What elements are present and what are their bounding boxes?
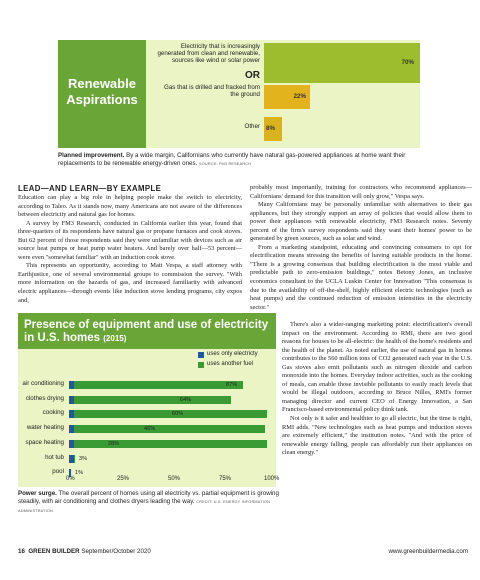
other-value: 8% (266, 125, 275, 132)
other-label: Other (244, 123, 260, 130)
magazine-name: GREEN BUILDER (28, 548, 80, 555)
legend-electric-label: uses only electricty (207, 351, 258, 357)
bar-electric-marker (69, 410, 74, 418)
bar-other-fuel (197, 396, 231, 404)
tick-label: 0% (66, 476, 75, 482)
renewable-question: Electricity that is increasingly generated from clean and renewable, sources like wind or solar power (157, 43, 260, 64)
right-column-bottom (282, 321, 472, 458)
bar-electric-marker (69, 440, 74, 448)
bar-electric-marker (69, 425, 74, 433)
bar-value-label: 46% (144, 426, 156, 433)
bar-electric-marker (69, 455, 74, 463)
page-footer-left (18, 548, 151, 555)
bar-electric-marker (69, 396, 74, 404)
category-label: space heating (25, 438, 64, 446)
chart-heading-band (58, 40, 146, 148)
bar-other-fuel (125, 440, 267, 448)
legend-fuel-label: uses another fuel (207, 361, 254, 367)
tick-label: 75% (219, 476, 232, 482)
gas-bar (264, 85, 310, 109)
paragraph: Not only is it safer and healthier to go all electric, but the time is right, RMI adds. "New technologies such as heat pumps and induction stoves are extremely efficient," the institution notes. "And with the price of renewable energy falling, people can affordably run their appliances on clean energy." (282, 415, 472, 457)
category-label: water heating (26, 424, 64, 432)
tick-label: 25% (117, 476, 130, 482)
bar-value-label: 28% (108, 440, 120, 447)
gas-value: 22% (293, 93, 306, 100)
paragraph: There's also a wider-ranging marketing point: electrification's overall impact on the environment. According to RMI, there are two good reasons for houses to be all-electric: the health of the home's residents and the health of the planet. As noted earlier, the use of natural gas in homes contributes to the 560 million tons of CO2 generated each year in the U.S. Gas stoves also emit pollutants such as nitrogen dioxide and carbon monoxide into the homes. Everyday indoor activities, such as the cooking of meals, can enable those invisible pollutants to easily reach levels that would be illegal outdoors, according to Bruce Nilles, RMI's former managing director and current CEO of Energy Innovation, a San Francisco-based environmental policy think tank. (282, 321, 472, 414)
website-link[interactable]: www.greenbuildermedia.com (388, 548, 468, 555)
category-label: cooking (42, 409, 64, 417)
bar-value-label: 1% (75, 470, 84, 477)
left-column (18, 194, 242, 305)
gas-question: Gas that is drilled and fracked from the ground (164, 84, 260, 98)
category-label: clothes drying (25, 394, 64, 402)
right-column-top (250, 184, 472, 312)
section-heading: LEAD—AND LEARN—BY EXAMPLE (18, 184, 162, 193)
tick-label: 100% (264, 476, 280, 482)
paragraph: This represents an opportunity, according to Matt Vespa, a staff attorney with Earthjustice, one of several environmental groups to commission the survey. "With more information on the hazards of gas, and increased familiarity with advanced electric appliances—through events like induction stove lending programs, city expos and, (18, 262, 242, 304)
bar-value-label: 64% (180, 396, 192, 403)
paragraph: From a marketing standpoint, educating and convincing consumers to opt for electrification means stressing the benefits of having suitable products in the home. "There is a growing consensus that building electrification is the most viable and predictable path to zero-emission buildings," notes Betony Jones, an inclusive economics consultant to the UCLA Luskin Center for Innovation "This consensus is due to the availability of off-the-shelf, highly efficient electric technologies (such as heat pumps) and the continued reduction of emission intensities in the electricity sector." (250, 243, 472, 311)
legend-fuel-swatch (198, 362, 204, 368)
other-bar (264, 117, 282, 141)
paragraph: Education can play a big role in helping people make the switch to electricity, according to Taleo. As it stands now, many Americans are not aware of the differences between electricity and natural gas for homes. (18, 194, 242, 219)
bar-other-fuel (161, 425, 265, 433)
bar-other-fuel (189, 410, 267, 418)
issue-date: September/October 2020 (81, 548, 151, 555)
category-label: pool (52, 468, 64, 476)
or-label: OR (245, 70, 260, 81)
chart-title-band (18, 313, 276, 349)
bar-value-label: 3% (79, 455, 88, 462)
chart-title: Presence of equipment and use of electricity in U.S. homes (2015) (24, 319, 269, 344)
top-caption: Planned improvement. By a wide margin, Californians who currently have natural gas-powered appliances at home want their replacements to be renewable energy-driven ones. SOURCE: FM3 RESEARCH (58, 152, 406, 168)
page-number: 16 (18, 548, 25, 555)
paragraph: probably most importantly, training for contractors who recommend appliances—Californians' demand for this transition will only grow," Vespa says. (250, 184, 472, 200)
renewable-bar (264, 43, 420, 83)
bottom-caption: Power surge. The overall percent of homes using all electricity vs. partial equipment is growing steadily, with air conditioning and clothes dryers leading the way. CREDIT: U.S. ENERGY INFORMATION ADMINISTRATION (18, 490, 279, 513)
paragraph: A survey by FM3 Research, conducted in California earlier this year, found that three-quarters of its respondents have natural gas or propane furnaces and cook stoves. But 62 percent of those respondents said they were unfamiliar with devices such as air source heat pumps or heat pump water heaters. And barely over half—53 percent—were even "somewhat familiar" with an induction cook stove. (18, 219, 242, 261)
chart-heading: Renewable Aspirations (66, 76, 138, 107)
paragraph: Many Californians may be personally unfamiliar with alternatives to their gas appliances, but they strongly support an array of policies that would allow them to power their appliances with renewable electricity, FM3 Research notes. Seventy percent of the firm's survey respondents said they want their homes' power to be generated by green sources, such as solar and wind. (250, 201, 472, 243)
renewable-value: 70% (401, 59, 414, 66)
category-label: hot tub (45, 453, 64, 461)
bar-electric-marker (69, 381, 74, 389)
legend-electric-swatch (198, 352, 204, 358)
bar-value-label: 60% (172, 411, 184, 418)
tick-label: 50% (168, 476, 181, 482)
category-label: air conditioning (22, 380, 64, 387)
bar-value-label: 87% (226, 382, 238, 388)
